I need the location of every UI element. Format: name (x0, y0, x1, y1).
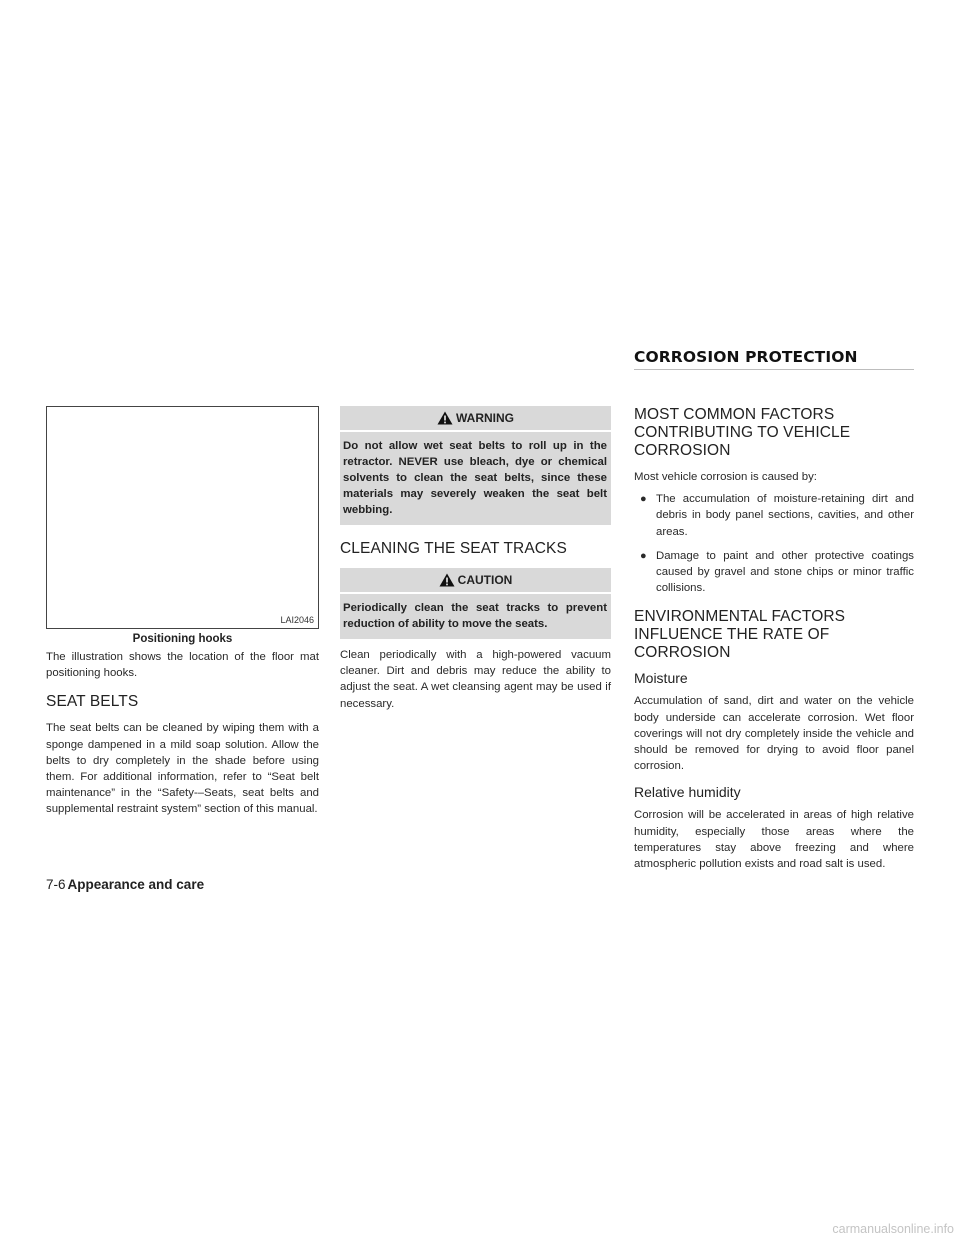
warning-icon (437, 411, 453, 425)
factors-intro: Most vehicle corrosion is caused by: (634, 471, 817, 483)
warning-label: WARNING (456, 411, 514, 425)
seat-tracks-heading: CLEANING THE SEAT TRACKS (340, 540, 567, 557)
bullet-icon: ● (640, 549, 647, 562)
caution-label: CAUTION (457, 573, 513, 587)
page-number: 7-6 (46, 877, 66, 892)
section-divider (634, 369, 914, 370)
footer-section-name: Appearance and care (67, 877, 205, 892)
caution-icon (439, 573, 455, 587)
seat-belts-heading: SEAT BELTS (46, 693, 139, 711)
list-item (634, 491, 914, 540)
list-item (634, 548, 914, 597)
factors-list (634, 491, 914, 596)
seat-tracks-paragraph: Clean periodically with a high-powered vacuum cleaner. Dirt and debris may reduce the ability to adjust the seat. A wet cleansing agent may be used if necessary. (340, 649, 611, 710)
humidity-heading: Relative humidity (634, 784, 741, 801)
page-footer (46, 877, 204, 892)
list-item-text: Damage to paint and other protective coatings caused by gravel and stone chips or minor traffic collisions. (656, 549, 914, 595)
warning-text: Do not allow wet seat belts to roll up in the retractor. NEVER use bleach, dye or chemical solvents to clean the seat belts, since these materials may severely weaken the seat belt webbing. (343, 440, 607, 516)
column-middle (340, 406, 611, 712)
bullet-icon: ● (640, 493, 647, 506)
watermark-link[interactable]: carmanualsonline.info (832, 1222, 954, 1236)
list-item-text: The accumulation of moisture-retaining dirt and debris in body panel sections, cavities, and other areas. (656, 493, 914, 538)
column-left (46, 406, 319, 818)
caution-text: Periodically clean the seat tracks to prevent reduction of ability to move the seats. (343, 602, 607, 630)
moisture-paragraph: Accumulation of sand, dirt and water on the vehicle body underside can accelerate corrosion. Wet floor coverings will not dry completely inside the vehicle and should be removed for drying to avoid floor panel corrosion. (634, 695, 914, 773)
moisture-heading: Moisture (634, 670, 688, 687)
warning-box (340, 406, 611, 525)
figure-code: LAI2046 (280, 615, 314, 625)
caution-box (340, 568, 611, 639)
warning-header (340, 406, 611, 432)
environmental-heading: ENVIRONMENTAL FACTORS INFLUENCE THE RATE OF CORROSION (634, 608, 846, 662)
intro-paragraph: The illustration shows the location of the floor mat positioning hooks. (46, 651, 319, 680)
humidity-paragraph: Corrosion will be accelerated in areas of high relative humidity, especially those areas where the temperatures stay above freezing and where atmospheric pollution exists and road salt is used. (634, 809, 914, 871)
figure-positioning-hooks (46, 406, 319, 629)
column-right (634, 406, 914, 872)
seat-belts-paragraph: The seat belts can be cleaned by wiping them with a sponge dampened in a mild soap solution. Allow the belts to dry completely in the shade before using them. For additional information, refer to “Seat belt maintenance” in the “Safety-–Seats, seat belts and supplemental restraint system” section of this manual. (46, 722, 319, 816)
section-heading: CORROSION PROTECTION (634, 348, 858, 366)
factors-heading: MOST COMMON FACTORS CONTRIBUTING TO VEHICLE CORROSION (634, 406, 851, 459)
caution-header (340, 568, 611, 594)
figure-caption: Positioning hooks (132, 633, 233, 645)
